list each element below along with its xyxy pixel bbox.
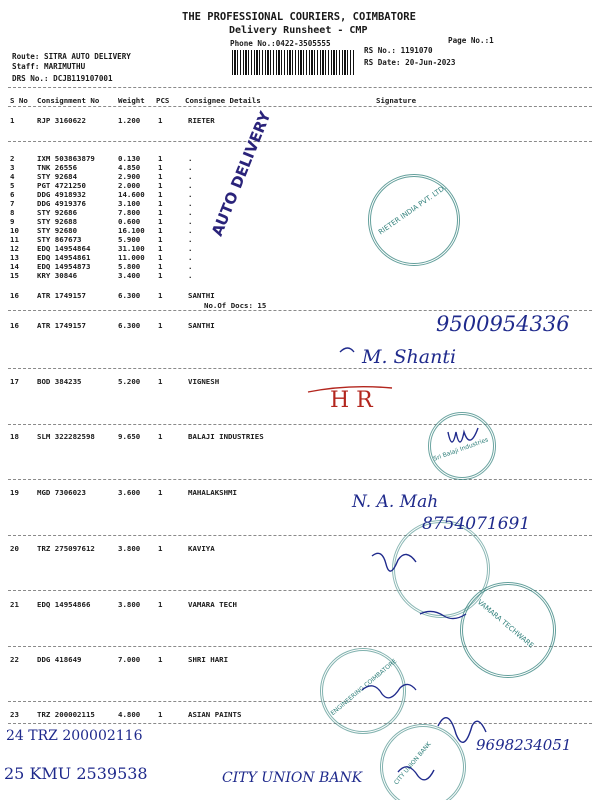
col-sno: S No xyxy=(10,96,28,105)
row-consignment: ATR 1749157 xyxy=(37,321,86,330)
cub-stamp-text: CITY UNION BANK xyxy=(392,740,433,787)
row-pcs: 1 xyxy=(158,154,163,163)
row-consignment: KRY 30846 xyxy=(37,271,78,280)
row-weight: 3.800 xyxy=(118,600,141,609)
row-sno: 14 xyxy=(10,262,19,271)
row-sno: 7 xyxy=(10,199,15,208)
signature-city-union xyxy=(398,767,434,780)
row-pcs: 1 xyxy=(158,208,163,217)
row-sno: 23 xyxy=(10,710,19,719)
row-consignee: . xyxy=(188,163,193,172)
row-weight: 11.000 xyxy=(118,253,145,262)
row-weight: 3.800 xyxy=(118,544,141,553)
row-consignee: VAMARA TECH xyxy=(188,600,237,609)
row-sno: 19 xyxy=(10,488,19,497)
row-pcs: 1 xyxy=(158,377,163,386)
signature-vamara xyxy=(420,611,466,618)
row-weight: 3.400 xyxy=(118,271,141,280)
row-consignee: . xyxy=(188,235,193,244)
row-weight: 16.100 xyxy=(118,226,145,235)
row-pcs: 1 xyxy=(158,217,163,226)
row-consignee: SHRI HARI xyxy=(188,655,229,664)
row-pcs: 1 xyxy=(158,544,163,553)
row-pcs: 1 xyxy=(158,655,163,664)
handwritten-phone-santhi: 9500954336 xyxy=(436,312,570,336)
row-consignment: EDQ 14954861 xyxy=(37,253,91,262)
row-pcs: 1 xyxy=(158,600,163,609)
row-weight: 14.600 xyxy=(118,190,145,199)
handwritten-row24: 24 TRZ 200002116 xyxy=(6,728,143,744)
row-pcs: 1 xyxy=(158,172,163,181)
row-consignment: TRZ 275097612 xyxy=(37,544,95,553)
row-pcs: 1 xyxy=(158,321,163,330)
signature-santhi-stroke xyxy=(340,348,354,352)
row-pcs: 1 xyxy=(158,190,163,199)
row-consignment: IXM 503863879 xyxy=(37,154,95,163)
rieter-stamp-text: RIETER INDIA PVT. LTD. xyxy=(376,183,448,237)
handwritten-name-mahalakshmi: N. A. Mah xyxy=(352,492,439,512)
row-consignee: . xyxy=(188,262,193,271)
handwritten-phone-asian: 9698234051 xyxy=(476,736,572,754)
row-consignee: . xyxy=(188,190,193,199)
vamara-stamp-text: VAMARA TECHWARE xyxy=(475,598,536,650)
runsheet-title: Delivery Runsheet - CMP xyxy=(229,25,368,36)
row-consignment: ATR 1749157 xyxy=(37,291,86,300)
row-pcs: 1 xyxy=(158,253,163,262)
row-sno: 22 xyxy=(10,655,19,664)
row-weight: 3.100 xyxy=(118,199,141,208)
row-consignment: STY 92686 xyxy=(37,208,78,217)
row-sno: 9 xyxy=(10,217,15,226)
row-weight: 4.850 xyxy=(118,163,141,172)
signature-balaji xyxy=(448,428,478,442)
handwritten-phone-mahalakshmi: 8754071691 xyxy=(422,514,531,534)
signature-shri-hari xyxy=(362,684,416,697)
row-weight: 3.600 xyxy=(118,488,141,497)
row-consignment: STY 92688 xyxy=(37,217,78,226)
engineering-stamp-text: ENGINEERING COIMBATORE xyxy=(329,657,399,718)
signature-asian-paints xyxy=(438,718,486,743)
row-consignment: TNK 26556 xyxy=(37,163,78,172)
row-pcs: 1 xyxy=(158,262,163,271)
row-weight: 0.600 xyxy=(118,217,141,226)
row-consignee: . xyxy=(188,244,193,253)
row-weight: 0.130 xyxy=(118,154,141,163)
row-weight: 2.000 xyxy=(118,181,141,190)
col-consignee: Consignee Details xyxy=(185,96,261,105)
row-pcs: 1 xyxy=(158,432,163,441)
row-consignment: PGT 4721250 xyxy=(37,181,86,190)
row-weight: 6.300 xyxy=(118,321,141,330)
handwritten-row25-name: CITY UNION BANK xyxy=(222,770,363,786)
row-sno: 21 xyxy=(10,600,19,609)
row-pcs: 1 xyxy=(158,235,163,244)
row-sno: 12 xyxy=(10,244,19,253)
row-sno: 4 xyxy=(10,172,15,181)
row-consignment: STY 92680 xyxy=(37,226,78,235)
row-consignee: . xyxy=(188,226,193,235)
row-weight: 4.800 xyxy=(118,710,141,719)
docs-count: No.Of Docs: 15 xyxy=(204,301,267,310)
row-sno: 15 xyxy=(10,271,19,280)
phone-number: Phone No.:0422-3505555 xyxy=(230,39,331,48)
row-sno: 1 xyxy=(10,116,15,125)
row-sno: 6 xyxy=(10,190,15,199)
row-consignment: DDG 4919376 xyxy=(37,199,86,208)
row-pcs: 1 xyxy=(158,199,163,208)
row-sno: 10 xyxy=(10,226,19,235)
page-number: Page No.:1 xyxy=(448,36,494,45)
row-weight: 5.200 xyxy=(118,377,141,386)
row-consignment: DDG 4918932 xyxy=(37,190,86,199)
row-consignment: EDQ 14954866 xyxy=(37,600,91,609)
row-consignee: . xyxy=(188,208,193,217)
row-sno: 3 xyxy=(10,163,15,172)
row-sno: 16 xyxy=(10,321,19,330)
handwritten-hr: H R xyxy=(330,388,373,413)
row-sno: 5 xyxy=(10,181,15,190)
row-consignment: TRZ 200002115 xyxy=(37,710,95,719)
row-pcs: 1 xyxy=(158,291,163,300)
row-weight: 31.100 xyxy=(118,244,145,253)
row-consignee: SANTHI xyxy=(188,291,215,300)
row-weight: 9.650 xyxy=(118,432,141,441)
row-consignment: MGD 7306023 xyxy=(37,488,86,497)
row-consignee: RIETER xyxy=(188,116,215,125)
row-sno: 11 xyxy=(10,235,19,244)
signature-kaviya xyxy=(372,553,416,571)
row-consignment: DDG 418649 xyxy=(37,655,82,664)
col-weight: Weight xyxy=(118,96,145,105)
row-consignment: STY 92684 xyxy=(37,172,78,181)
rs-number: RS No.: 1191070 xyxy=(364,46,433,55)
row-weight: 6.300 xyxy=(118,291,141,300)
row-consignee: . xyxy=(188,172,193,181)
row-pcs: 1 xyxy=(158,488,163,497)
auto-delivery-stamp: AUTO DELIVERY xyxy=(208,108,275,239)
row-pcs: 1 xyxy=(158,181,163,190)
row-consignee: ASIAN PAINTS xyxy=(188,710,242,719)
row-consignee: . xyxy=(188,253,193,262)
rs-date: RS Date: 20-Jun-2023 xyxy=(364,58,456,67)
row-sno: 13 xyxy=(10,253,19,262)
row-consignment: RJP 3160622 xyxy=(37,116,86,125)
row-sno: 17 xyxy=(10,377,19,386)
col-pcs: PCS xyxy=(156,96,170,105)
row-weight: 7.800 xyxy=(118,208,141,217)
col-signature: Signature xyxy=(376,96,417,105)
row-consignee: . xyxy=(188,271,193,280)
row-weight: 7.000 xyxy=(118,655,141,664)
row-weight: 5.900 xyxy=(118,235,141,244)
row-consignee: KAVIYA xyxy=(188,544,215,553)
row-consignment: SLM 322282598 xyxy=(37,432,95,441)
row-consignee: MAHALAKSHMI xyxy=(188,488,237,497)
row-pcs: 1 xyxy=(158,710,163,719)
row-consignment: BOD 384235 xyxy=(37,377,82,386)
row-consignee: SANTHI xyxy=(188,321,215,330)
row-consignee: . xyxy=(188,217,193,226)
row-pcs: 1 xyxy=(158,163,163,172)
row-sno: 20 xyxy=(10,544,19,553)
row-consignment: EDQ 14954873 xyxy=(37,262,91,271)
row-pcs: 1 xyxy=(158,271,163,280)
row-consignee: . xyxy=(188,199,193,208)
row-pcs: 1 xyxy=(158,244,163,253)
row-sno: 8 xyxy=(10,208,15,217)
balaji-stamp-text: Sri Balaji Industries xyxy=(432,436,490,463)
signature-hr-underline xyxy=(308,387,392,392)
col-consignment: Consignment No xyxy=(37,96,100,105)
row-weight: 1.200 xyxy=(118,116,141,125)
row-sno: 18 xyxy=(10,432,19,441)
row-sno: 2 xyxy=(10,154,15,163)
row-consignment: EDQ 14954864 xyxy=(37,244,91,253)
row-consignment: STY 867673 xyxy=(37,235,82,244)
row-consignee: . xyxy=(188,181,193,190)
row-weight: 5.800 xyxy=(118,262,141,271)
row-pcs: 1 xyxy=(158,116,163,125)
row-pcs: 1 xyxy=(158,226,163,235)
handwritten-name-santhi: M. Shanti xyxy=(362,346,457,368)
drs-number: DRS No.: DCJB119107001 xyxy=(12,74,113,83)
row-consignee: VIGNESH xyxy=(188,377,220,386)
row-consignee: . xyxy=(188,154,193,163)
company-name: THE PROFESSIONAL COURIERS, COIMBATORE xyxy=(182,11,416,23)
staff-label: Staff: MARIMUTHU xyxy=(12,62,86,71)
row-consignee: BALAJI INDUSTRIES xyxy=(188,432,264,441)
route-label: Route: SITRA AUTO DELIVERY xyxy=(12,52,131,61)
handwritten-row25: 25 KMU 2539538 xyxy=(4,764,148,783)
row-sno: 16 xyxy=(10,291,19,300)
row-weight: 2.900 xyxy=(118,172,141,181)
